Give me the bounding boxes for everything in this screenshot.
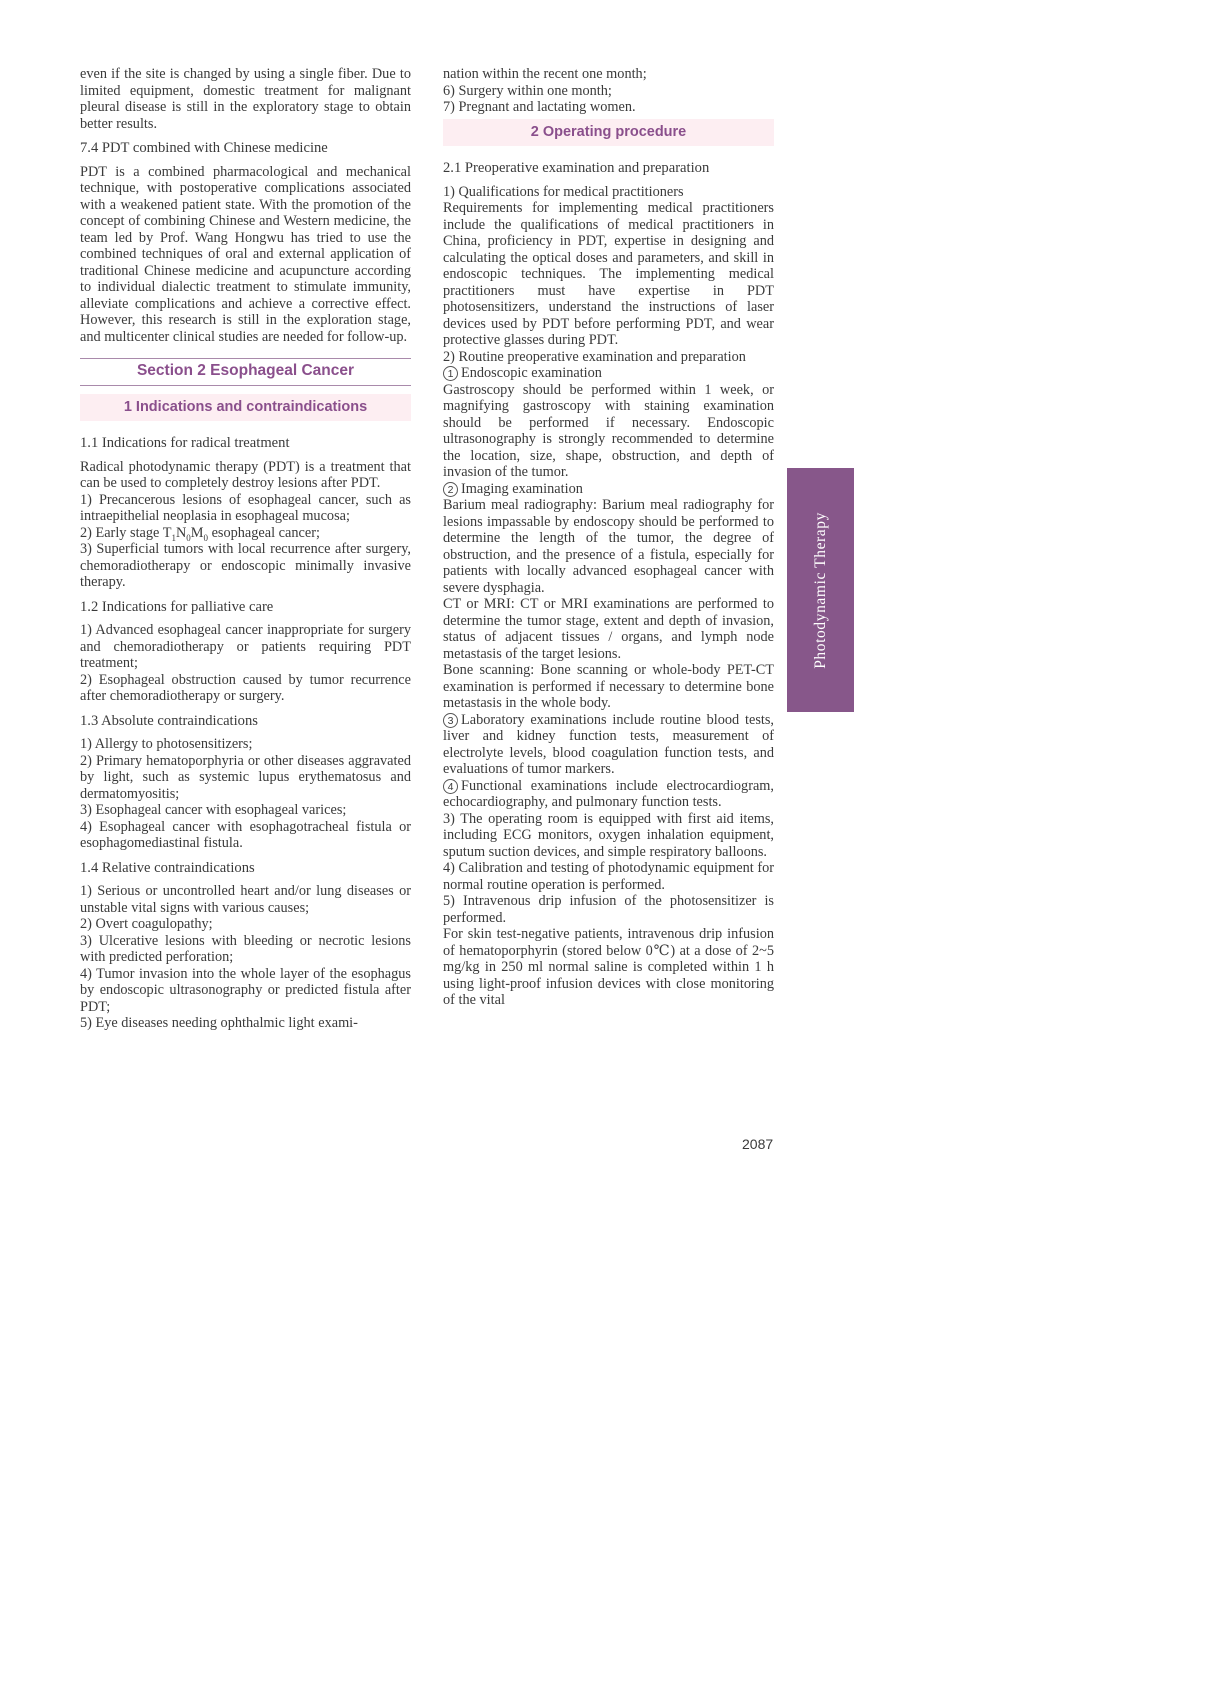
m-letter: M: [190, 524, 204, 541]
heading-7-4: 7.4 PDT combined with Chinese medicine: [80, 140, 328, 156]
list-item: 2) Primary hematoporphyria or other diseases aggravated by light, such as systemic lupus erythematosus and dermatomyositis;: [80, 752, 411, 802]
heading-1-2: 1.2 Indications for palliative care: [80, 598, 274, 615]
continued-paragraph: nation within the recent one month;: [443, 66, 647, 82]
page-number: 2087: [742, 1136, 774, 1152]
list-item: 2) Esophageal obstruction caused by tumor recurrence after chemoradiotherapy or surgery.: [80, 671, 411, 704]
right-column: [443, 66, 774, 1009]
endoscopic-heading-text: Endoscopic examination: [461, 365, 602, 381]
routine-exam-heading: 2) Routine preoperative examination and preparation: [443, 348, 746, 365]
imaging-heading-text: Imaging examination: [461, 480, 583, 497]
list-item: 4) Tumor invasion into the whole layer of the esophagus by endoscopic ultrasonography or predicted fistula after PDT;: [80, 965, 411, 1015]
list-item: 3) Superficial tumors with local recurrence after surgery, chemoradiotherapy or endoscopic minimally invasive therapy.: [80, 541, 411, 590]
endoscopic-heading: [443, 365, 774, 382]
ct-mri-paragraph: CT or MRI: CT or MRI examinations are performed to determine the tumor stage, extent and depth of invasion, status of adjacent tissues / organs, and lymph node metastasis of the target lesions.: [443, 596, 774, 662]
circled-number: 3: [443, 713, 458, 728]
list-item: 4) Esophageal cancer with esophagotracheal fistula or esophagomediastinal fistula.: [80, 818, 411, 851]
skin-test-paragraph: For skin test-negative patients, intravenous drip infusion of hematoporphyrin (stored below 0℃) at a dose of 2~5 mg/kg in 250 ml normal saline is completed within 1 h using light-proof infusion devices with close monitoring of the vital: [443, 926, 774, 1008]
list-item: 2) Overt coagulopathy;: [80, 916, 213, 932]
heading-1-3: 1.3 Absolute contraindications: [80, 712, 258, 729]
subsection-title: 2 Operating procedure: [443, 119, 774, 147]
subsection-title: 1 Indications and contraindications: [80, 394, 411, 422]
list-item: 3) The operating room is equipped with first aid items, including ECG monitors, oxygen inhalation equipment, sputum suction devices, and simple respiratory balloons.: [443, 810, 774, 860]
n-letter: N: [175, 524, 187, 541]
continued-paragraph: even if the site is changed by using a single fiber. Due to limited equipment, domestic treatment for malignant pleural disease is still in the exploratory stage to obtain better results.: [80, 66, 411, 132]
list-item: 5) Eye diseases needing ophthalmic light exami-: [80, 1015, 358, 1031]
list-item: 6) Surgery within one month;: [443, 82, 612, 99]
side-tab-label: Photodynamic Therapy: [811, 511, 829, 669]
section-title: Section 2 Esophageal Cancer: [80, 358, 411, 386]
list-item: 4) Calibration and testing of photodynamic equipment for normal routine operation is performed.: [443, 860, 774, 893]
heading-2-1: 2.1 Preoperative examination and preparation: [443, 160, 710, 176]
imaging-heading: [443, 481, 774, 498]
heading-1-1: 1.1 Indications for radical treatment: [80, 435, 290, 451]
list-item: 1) Serious or uncontrolled heart and/or lung diseases or unstable vital signs with various causes;: [80, 883, 411, 916]
list-item: 3) Esophageal cancer with esophageal varices;: [80, 802, 347, 818]
list-item: 5) Intravenous drip infusion of the photosensitizer is performed.: [443, 893, 774, 926]
barium-paragraph: Barium meal radiography: Barium meal radiography for lesions impassable by endoscopy should be performed to determine the length of the tumor, the degree of obstruction, and the presence of a fistula, especially for patients with locally advanced esophageal cancer with severe dysphagia.: [443, 497, 774, 596]
functional-paragraph: [443, 778, 774, 811]
list-item: 1) Precancerous lesions of esophageal cancer, such as intraepithelial neoplasia in esophageal mucosa;: [80, 491, 411, 524]
m-subscript: 0: [203, 532, 208, 543]
laboratory-text: Laboratory examinations include routine blood tests, liver and kidney function tests, measurement of electrolyte levels, blood coagulation function tests, and evaluations of tumor markers.: [443, 711, 774, 777]
staging-suffix: esophageal cancer;: [208, 524, 320, 541]
circled-number: 1: [443, 366, 458, 381]
chapter-side-tab: [787, 468, 854, 712]
circled-number: 4: [443, 779, 458, 794]
staging-prefix: 2) Early stage T: [80, 524, 172, 541]
laboratory-paragraph: [443, 712, 774, 778]
paragraph-1-1: Radical photodynamic therapy (PDT) is a treatment that can be used to completely destroy lesions after PDT.: [80, 458, 411, 491]
n-subscript: 0: [186, 532, 191, 543]
list-item-staging: [80, 525, 411, 542]
circled-number: 2: [443, 482, 458, 497]
functional-text: Functional examinations include electrocardiogram, echocardiography, and pulmonary function tests.: [443, 777, 774, 810]
heading-1-4: 1.4 Relative contraindications: [80, 859, 255, 876]
list-item: 1) Allergy to photosensitizers;: [80, 736, 253, 752]
qualifications-heading: 1) Qualifications for medical practitioners: [443, 183, 684, 200]
qualifications-body: Requirements for implementing medical practitioners include the qualifications of medical practitioners in China, proficiency in PDT, expertise in designing and calculating the optical doses and parameters, and skill in endoscopic techniques. The implementing medical practitioners must have expertise in PDT photosensitizers, understand the instructions of laser devices used by PDT before performing PDT, and wear protective glasses during PDT.: [443, 200, 774, 348]
list-item: 3) Ulcerative lesions with bleeding or necrotic lesions with predicted perforation;: [80, 932, 411, 965]
paragraph-7-4: PDT is a combined pharmacological and mechanical technique, with postoperative complications associated with a weakened patient state. With the promotion of the concept of combining Chinese and Western medicine, the team led by Prof. Wang Hongwu has tried to use the combined techniques of oral and external application of traditional Chinese medicine and acupuncture according to individual dialectic treatment to stimulate immunity, alleviate complications and achieve a corrective effect. However, this research is still in the exploration stage, and multicenter clinical studies are needed for follow-up.: [80, 163, 411, 345]
endoscopic-body: Gastroscopy should be performed within 1 week, or magnifying gastroscopy with staining examination should be performed if necessary. Endoscopic ultrasonography is strongly recommended to determine the location, size, shape, obstruction, and depth of invasion of the tumor.: [443, 381, 774, 480]
list-item: 1) Advanced esophageal cancer inappropriate for surgery and chemoradiotherapy or patients requiring PDT treatment;: [80, 622, 411, 671]
bone-scan-paragraph: Bone scanning: Bone scanning or whole-body PET-CT examination is performed if necessary to determine bone metastasis in the whole body.: [443, 662, 774, 711]
t-subscript: 1: [171, 532, 176, 543]
list-item: 7) Pregnant and lactating women.: [443, 99, 636, 115]
left-column: [80, 66, 411, 1032]
